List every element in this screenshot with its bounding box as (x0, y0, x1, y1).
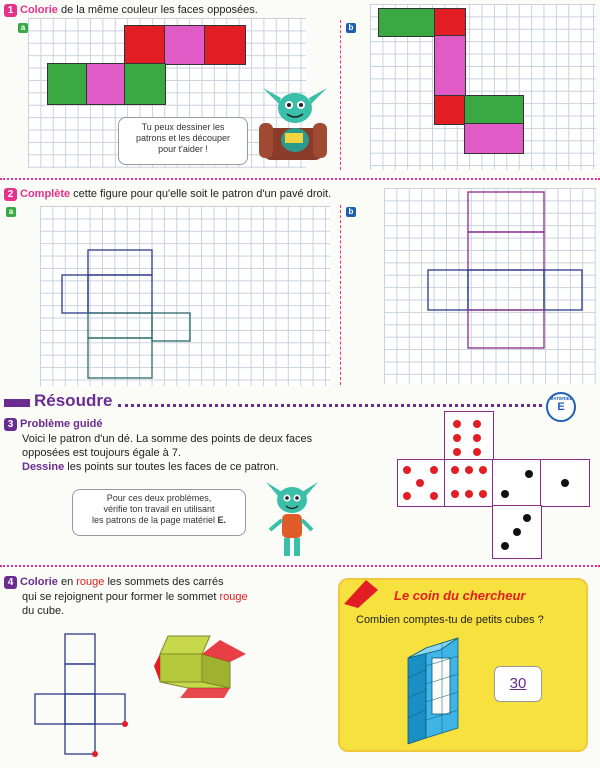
ex2-keyword: Complète (20, 188, 71, 200)
ex2b-net-drawing[interactable] (384, 188, 596, 384)
ex3-title: Problème guidé (20, 418, 103, 430)
chercheur-flag (338, 578, 386, 608)
hint-bubble-2-line: Pour ces deux problèmes, (106, 493, 212, 503)
ex2-instruction (4, 188, 331, 201)
ex4-rouge2: rouge (219, 591, 248, 603)
hint-bubble-1 (118, 117, 248, 165)
ex1a-face-red-1[interactable] (124, 25, 166, 65)
die-face-center[interactable] (444, 459, 494, 507)
materiel-badge (546, 392, 576, 422)
ex2-text: cette figure pour qu'elle soit le patron d'un pavé droit. (70, 188, 332, 200)
die-face-left[interactable] (397, 459, 446, 507)
cube-structure-illustration (398, 628, 476, 746)
ex4-keyword: Colorie (20, 576, 58, 588)
die-face-far-right[interactable] (540, 459, 590, 507)
ex4-line2: qui se rejoignent pour former le sommet (22, 591, 220, 603)
ex4-rouge1: rouge (76, 576, 105, 588)
ex1-separator (0, 178, 600, 180)
ex1b-face-red-2[interactable] (434, 95, 466, 125)
ex4-number: 4 (4, 576, 17, 589)
ex3-line2: opposées est toujours égale à 7. (22, 447, 182, 459)
resoudre-title: Résoudre (34, 391, 113, 410)
materiel-badge-letter: E (557, 401, 565, 413)
ex2a-net-drawing[interactable] (40, 206, 330, 386)
chercheur-title: Le coin du chercheur (394, 588, 526, 603)
ex1-number: 1 (4, 4, 17, 17)
ex1b-face-magenta-1[interactable] (434, 35, 466, 97)
red-vertex-1 (122, 721, 128, 727)
chercheur-answer[interactable]: 30 (494, 666, 542, 702)
ex1-instruction (4, 4, 258, 17)
die-face-right[interactable] (492, 459, 542, 507)
mascot-armchair-illustration (255, 78, 335, 168)
hint-bubble-2-line: vérifie ton travail en utilisant (103, 504, 215, 514)
ex1b-face-green-2[interactable] (464, 95, 524, 125)
ex4-cube-net[interactable] (30, 630, 140, 760)
ex4-instruction (4, 576, 248, 617)
mascot-standing-illustration (262, 478, 322, 568)
ex1-divider (340, 20, 341, 170)
chercheur-question: Combien comptes-tu de petits cubes ? (356, 614, 544, 626)
ex3-separator (0, 565, 600, 567)
die-face-top[interactable] (444, 411, 494, 461)
hint-bubble-1-line: Tu peux dessiner les (141, 122, 225, 132)
ex3-number: 3 (4, 418, 17, 431)
resoudre-dots (118, 404, 542, 407)
ex4-part2: les sommets des carrés (104, 576, 224, 588)
ex3-line1: Voici le patron d'un dé. La somme des points de deux faces (22, 433, 313, 445)
ex1b-face-green-1[interactable] (378, 8, 436, 37)
ex4-part1: en (57, 576, 77, 588)
ex2-label-b: b (346, 207, 356, 217)
ex2-divider (340, 205, 341, 385)
ex1a-face-green-2[interactable] (124, 63, 166, 105)
red-vertex-2 (92, 751, 98, 757)
ex1-keyword: Colorie (20, 4, 58, 16)
ex3-keyword: Dessine (22, 461, 65, 473)
ex1a-face-magenta-1[interactable] (164, 25, 206, 65)
ex1a-face-magenta-2[interactable] (86, 63, 126, 105)
ex1-label-a: a (18, 23, 28, 33)
folding-cube-illustration (150, 632, 260, 702)
ex2-label-a: a (6, 207, 16, 217)
ex1-text: de la même couleur les faces opposées. (57, 4, 258, 16)
ex3-instruction (4, 418, 312, 473)
ex1b-face-magenta-2[interactable] (464, 123, 524, 154)
ex1a-face-red-2[interactable] (204, 25, 246, 65)
die-face-bottom[interactable] (492, 505, 542, 559)
resoudre-bar (4, 399, 30, 407)
ex1b-face-red-1[interactable] (434, 8, 466, 37)
ex1-label-b: b (346, 23, 356, 33)
hint-bubble-2-ref: E. (217, 515, 227, 525)
ex1a-face-green-1[interactable] (47, 63, 88, 105)
hint-bubble-2-line: les patrons de la page matériel (91, 515, 218, 525)
ex3-line3: les points sur toutes les faces de ce patron. (64, 461, 279, 473)
hint-bubble-2 (72, 489, 246, 536)
ex2-number: 2 (4, 188, 17, 201)
hint-bubble-1-line: patrons et les découper (135, 133, 231, 143)
materiel-badge-text: MATÉRIEL (549, 396, 573, 401)
hint-bubble-1-line: pour t'aider ! (158, 144, 208, 154)
ex4-line3: du cube. (22, 605, 65, 617)
